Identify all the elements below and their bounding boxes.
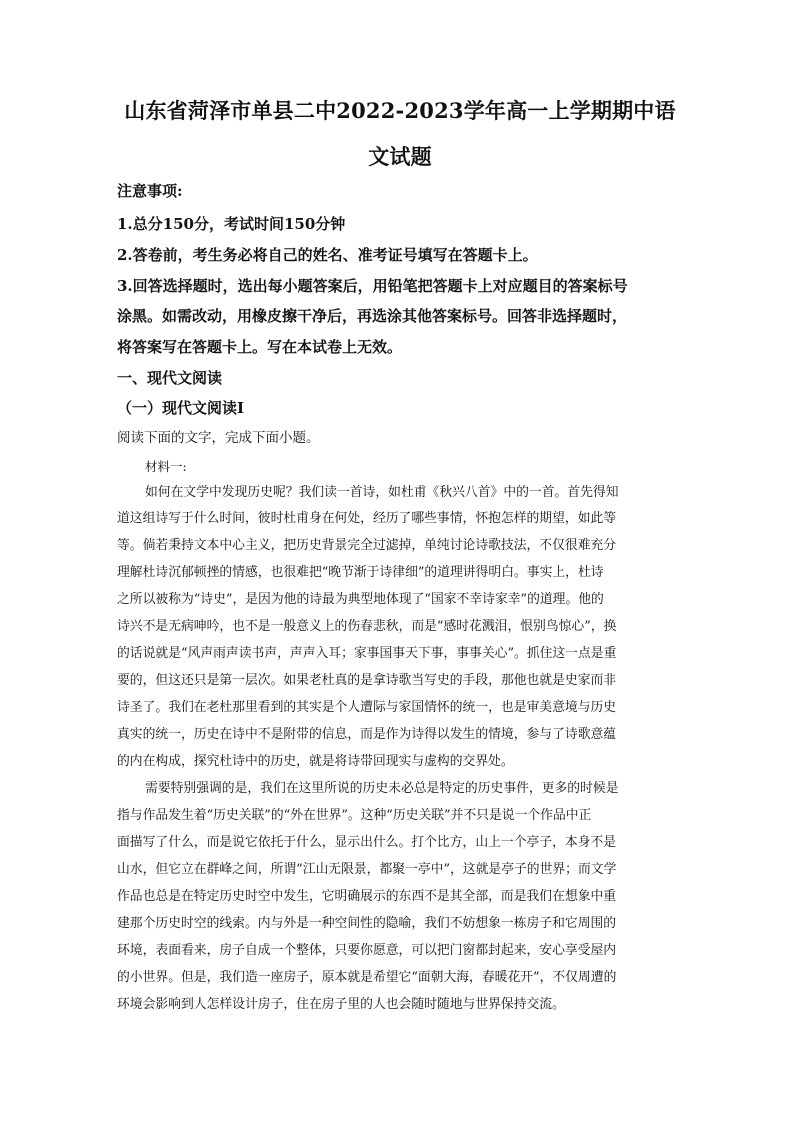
paragraph-line: 的小世界。但是，我们造一座房子，原本就是希望它“面朝大海，春暖花开”，不仅周遭的 (117, 970, 617, 985)
paragraph-line: 真实的统一，历史在诗中不是附带的信息，而是作为诗得以发生的情境，参与了诗歌意蕴 (117, 727, 617, 742)
paragraph-line: 需要特别强调的是，我们在这里所说的历史未必总是特定的历史事件，更多的时候是 (145, 781, 619, 796)
notice-item-2: 2.答卷前，考生务必将自己的姓名、准考证号填写在答题卡上。 (117, 246, 538, 264)
subsection-heading: （一）现代文阅读Ⅰ (117, 399, 245, 417)
paragraph-line: 等。倘若秉持文本中心主义，把历史背景完全过滤掉，单纯讨论诗歌技法，不仅很难充分 (117, 538, 617, 553)
paragraph-line: 指与作品发生着“历史关联”的“外在世界”。这种“历史关联”并不只是说一个作品中正 (117, 808, 592, 823)
paragraph-line: 诗圣了。我们在老杜那里看到的其实是个人遭际与家国情怀的统一，也是审美意境与历史 (117, 700, 617, 715)
paragraph-line: 道这组诗写于什么时间，彼时杜甫身在何处，经历了哪些事情，怀抱怎样的期望，如此等 (117, 511, 617, 526)
paragraph-line: 山水，但它立在群峰之间，所谓“江山无限景，都聚一亭中”，这就是亭子的世界；而文学 (117, 862, 617, 877)
paragraph-line: 环境会影响到人怎样设计房子，住在房子里的人也会随时随地与世界保持交流。 (117, 997, 565, 1012)
notice-item-3-line-3: 将答案写在答题卡上。写在本试卷上无效。 (117, 338, 403, 356)
notice-heading: 注意事项: (117, 182, 183, 200)
paragraph-line: 之所以被称为“诗史”，是因为他的诗最为典型地体现了“国家不幸诗家幸”的道理。他的 (117, 592, 604, 607)
paragraph-line: 要的，但这还只是第一层次。如果老杜真的是拿诗歌当写史的手段，那他也就是史家而非 (117, 673, 617, 688)
exam-title-line-1: 山东省菏泽市单县二中2022-2023学年高一上学期期中语 (124, 98, 676, 123)
paragraph-line: 如何在文学中发现历史呢？我们读一首诗，如杜甫《秋兴八首》中的一首。首先得知 (145, 485, 619, 500)
paragraph-line: 的话说就是“风声雨声读书声，声声入耳；家事国事天下事，事事关心”。抓住这一点是重 (117, 646, 617, 661)
paragraph-line: 面描写了什么，而是说它依托于什么，显示出什么。打个比方，山上一个亭子，本身不是 (117, 835, 617, 850)
paragraph-line: 理解杜诗沉郁顿挫的情感，也很难把“晚节渐于诗律细”的道理讲得明白。事实上，杜诗 (117, 565, 604, 580)
notice-item-3-line-2: 涂黑。如需改动，用橡皮擦干净后，再选涂其他答案标号。回答非选择题时， (117, 307, 628, 325)
paragraph-line: 诗兴不是无病呻吟，也不是一般意义上的伤春悲秋，而是“感时花溅泪，恨别鸟惊心”，换 (117, 619, 617, 634)
paragraph-line: 的内在构成，探究杜诗中的历史，就是将诗带回现实与虚构的交界处。 (117, 754, 514, 769)
material-label: 材料一: (145, 459, 187, 474)
reading-instruction: 阅读下面的文字，完成下面小题。 (117, 430, 320, 446)
paragraph-line: 建那个历史时空的线索。内与外是一种空间性的隐喻，我们不妨想象一栋房子和它周围的 (117, 916, 617, 931)
notice-item-3-line-1: 3.回答选择题时，选出每小题答案后，用铅笔把答题卡上对应题目的答案标号 (117, 277, 628, 295)
section-heading: 一、现代文阅读 (117, 369, 223, 387)
notice-item-1: 1.总分150分，考试时间150分钟 (117, 215, 346, 233)
exam-title-line-2: 文试题 (368, 144, 432, 169)
paragraph-line: 作品也总是在特定历史时空中发生，它明确展示的东西不是其全部，而是我们在想象中重 (117, 889, 617, 904)
paragraph-line: 环境，表面看来，房子自成一个整体，只要你愿意，可以把门窗都封起来，安心享受屋内 (117, 943, 617, 958)
